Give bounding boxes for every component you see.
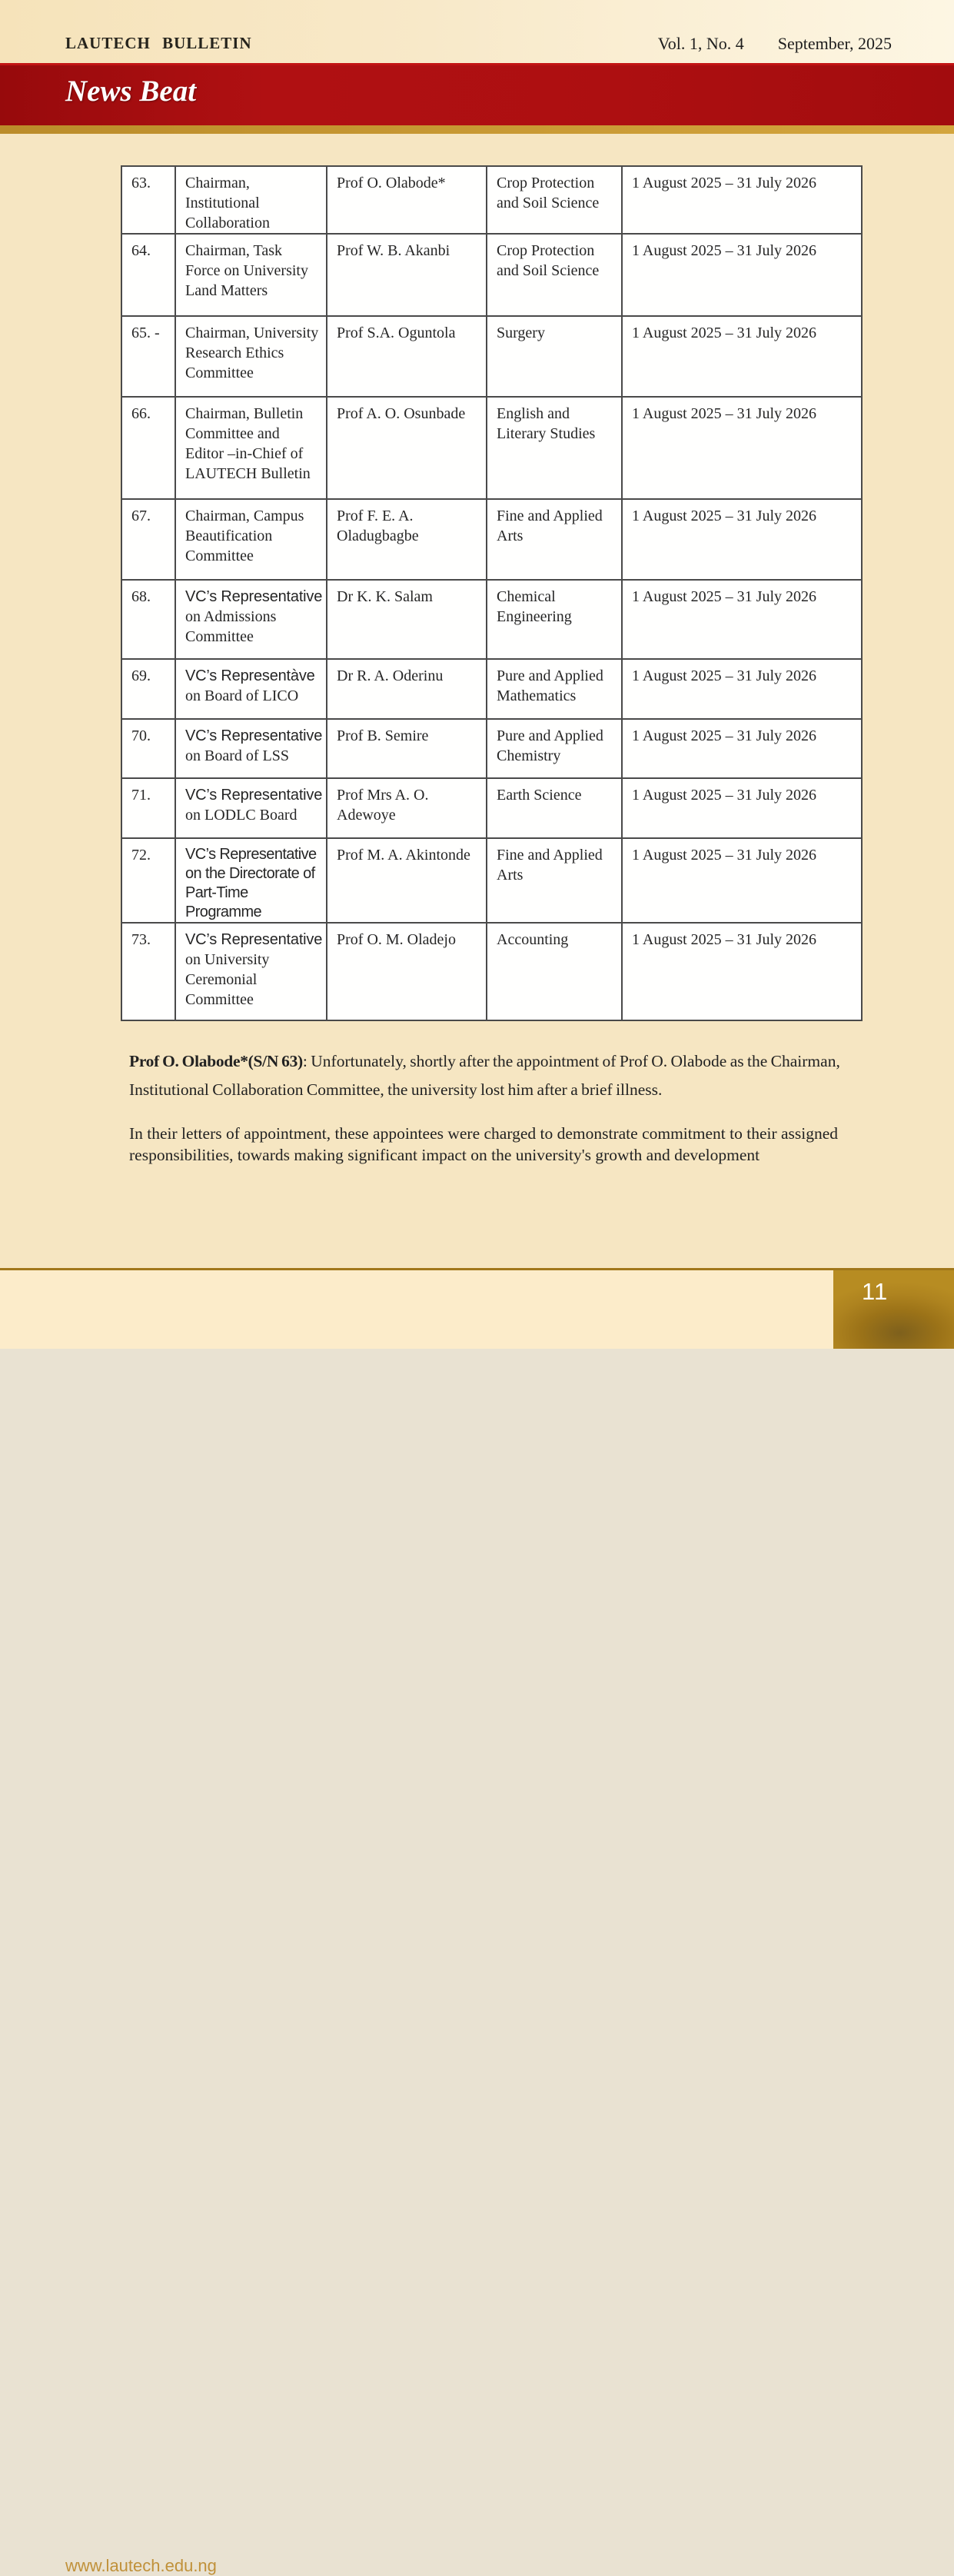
masthead-strip <box>0 0 954 63</box>
table-row <box>121 778 862 838</box>
table-row <box>121 499 862 580</box>
page-number: 11 <box>862 1278 889 1305</box>
position-text-serif: Chairman, Bulletin Committee and Editor –in-Chief of LAUTECH Bulletin <box>185 405 311 482</box>
appointee-name-cell: Prof S.A. Oguntola <box>327 316 487 397</box>
position-text-serif: on University Ceremonial Committee <box>185 951 270 1008</box>
position-cell <box>175 166 327 234</box>
serial-number-cell: 64. <box>121 234 175 316</box>
appointee-name-cell: Prof O. Olabode* <box>327 166 487 234</box>
appointee-name-cell: Prof F. E. A. Oladugbagbe <box>327 499 487 580</box>
serial-number-cell: 71. <box>121 778 175 838</box>
website-link[interactable]: www.lautech.edu.ng <box>65 2556 217 2575</box>
position-text-sans: VC’s Representative <box>185 787 323 804</box>
appointee-name-cell: Prof Mrs A. O. Adewoye <box>327 778 487 838</box>
news-beat-banner <box>0 63 954 125</box>
publication-title: LAUTECH BULLETIN <box>65 34 252 52</box>
position-cell <box>175 719 327 778</box>
position-cell <box>175 778 327 838</box>
position-cell <box>175 838 327 923</box>
department-cell: Pure and Applied Mathematics <box>487 659 622 719</box>
serial-number-cell: 70. <box>121 719 175 778</box>
position-cell <box>175 923 327 1020</box>
position-text-sans: VC’s Representative <box>185 727 323 744</box>
position-text-serif: on Board of LSS <box>185 747 289 764</box>
tenure-cell: 1 August 2025 – 31 July 2026 <box>622 838 862 923</box>
olabode-note <box>129 1047 861 1104</box>
table-row <box>121 838 862 923</box>
appointments-table <box>121 165 863 1021</box>
section-title: News Beat <box>65 75 197 108</box>
position-cell <box>175 397 327 499</box>
department-cell: English and Literary Studies <box>487 397 622 499</box>
olabode-note-body: : Unfortunately, shortly after the appointment of Prof O. Olabode as the Chairman, Institutional Collaboration Committee, the university lost him after a brief illness. <box>129 1051 840 1099</box>
appointee-name-cell: Dr R. A. Oderinu <box>327 659 487 719</box>
position-text-serif: on LODLC Board <box>185 807 298 824</box>
table-row <box>121 580 862 659</box>
position-cell <box>175 499 327 580</box>
tenure-cell: 1 August 2025 – 31 July 2026 <box>622 234 862 316</box>
position-cell <box>175 659 327 719</box>
footer-band <box>0 1270 954 2575</box>
appointee-name-cell: Prof O. M. Oladejo <box>327 923 487 1020</box>
table-row <box>121 397 862 499</box>
olabode-note-lead: Prof O. Olabode*(S/N 63) <box>129 1051 303 1070</box>
volume-number: Vol. 1, No. 4 <box>657 34 744 53</box>
appointee-name-cell: Prof A. O. Osunbade <box>327 397 487 499</box>
tenure-cell: 1 August 2025 – 31 July 2026 <box>622 923 862 1020</box>
page-number-box <box>833 1270 954 1349</box>
appointee-name-cell: Prof M. A. Akintonde <box>327 838 487 923</box>
tenure-cell: 1 August 2025 – 31 July 2026 <box>622 659 862 719</box>
appointee-name-cell: Prof W. B. Akanbi <box>327 234 487 316</box>
tenure-cell: 1 August 2025 – 31 July 2026 <box>622 719 862 778</box>
serial-number-cell: 63. <box>121 166 175 234</box>
tenure-cell: 1 August 2025 – 31 July 2026 <box>622 778 862 838</box>
issue-date: September, 2025 <box>777 34 892 53</box>
department-cell: Chemical Engineering <box>487 580 622 659</box>
position-cell <box>175 316 327 397</box>
position-text-serif: on Board of LICO <box>185 687 299 704</box>
serial-number-cell: 69. <box>121 659 175 719</box>
table-row <box>121 923 862 1020</box>
tenure-cell: 1 August 2025 – 31 July 2026 <box>622 166 862 234</box>
appointee-name-cell: Prof B. Semire <box>327 719 487 778</box>
table-row <box>121 719 862 778</box>
department-cell: Surgery <box>487 316 622 397</box>
tenure-cell: 1 August 2025 – 31 July 2026 <box>622 397 862 499</box>
department-cell: Fine and Applied Arts <box>487 838 622 923</box>
table-row <box>121 316 862 397</box>
position-text-sans: VC’s Representative <box>185 931 323 948</box>
table-row <box>121 234 862 316</box>
appointee-name-cell: Dr K. K. Salam <box>327 580 487 659</box>
position-text-serif: Chairman, Campus Beautification Committee <box>185 508 304 564</box>
issue-info <box>658 34 892 54</box>
table-row <box>121 659 862 719</box>
position-text-serif: Chairman, University Research Ethics Committee <box>185 324 319 381</box>
serial-number-cell: 68. <box>121 580 175 659</box>
department-cell: Fine and Applied Arts <box>487 499 622 580</box>
gold-divider <box>0 125 954 134</box>
tenure-cell: 1 August 2025 – 31 July 2026 <box>622 499 862 580</box>
department-cell: Accounting <box>487 923 622 1020</box>
department-cell: Crop Protection and Soil Science <box>487 234 622 316</box>
charge-note: In their letters of appointment, these appointees were charged to demonstrate commitment to their assigned responsibilities, towards making significant impact on the university's growth and development <box>129 1123 839 1164</box>
serial-number-cell: 66. <box>121 397 175 499</box>
department-cell: Earth Science <box>487 778 622 838</box>
serial-number-cell: 72. <box>121 838 175 923</box>
position-cell <box>175 234 327 316</box>
department-cell: Pure and Applied Chemistry <box>487 719 622 778</box>
position-text-serif: on Admissions Committee <box>185 608 277 645</box>
position-text-serif: Chairman, Institutional Collaboration <box>185 175 270 231</box>
serial-number-cell: 67. <box>121 499 175 580</box>
position-text-sans: VC’s Representative <box>185 588 323 605</box>
position-text-sans: VC’s Representàve <box>185 667 315 684</box>
department-cell: Crop Protection and Soil Science <box>487 166 622 234</box>
serial-number-cell: 73. <box>121 923 175 1020</box>
serial-number-cell: 65. - <box>121 316 175 397</box>
table-row <box>121 166 862 234</box>
tenure-cell: 1 August 2025 – 31 July 2026 <box>622 580 862 659</box>
position-text-sans: VC’s Representative on the Directorate of Part-Time Programme <box>185 846 317 920</box>
tenure-cell: 1 August 2025 – 31 July 2026 <box>622 316 862 397</box>
position-text-serif: Chairman, Task Force on University Land Matters <box>185 242 308 299</box>
position-cell <box>175 580 327 659</box>
